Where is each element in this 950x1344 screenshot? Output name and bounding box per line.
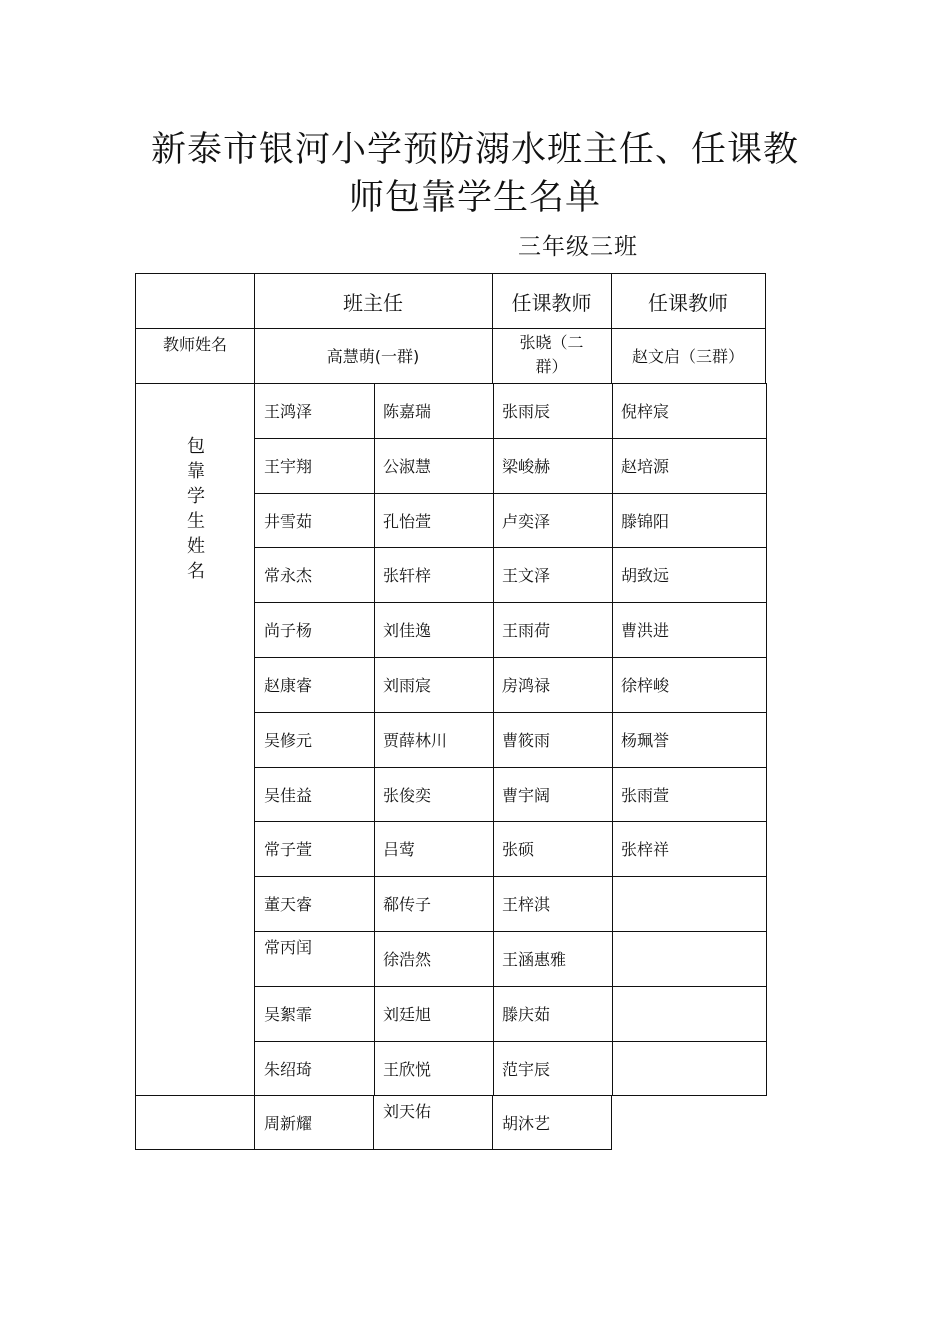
student-cell: 孔怡萱 (373, 493, 494, 548)
student-cell (611, 876, 767, 932)
extra-row-student-2: 刘天佑 (373, 1095, 493, 1150)
student-cell: 刘雨宸 (373, 657, 494, 713)
student-cell: 滕锦阳 (611, 493, 767, 548)
student-cell: 张硕 (492, 821, 613, 877)
student-cell: 常丙闰 (254, 931, 375, 987)
teacher-name-label: 教师姓名 (135, 328, 255, 384)
student-cell: 吴絮霏 (254, 986, 375, 1042)
student-cell: 王宇翔 (254, 438, 375, 494)
title-line-2: 师包靠学生名单 (348, 178, 601, 218)
header-subject-teacher-2: 任课教师 (611, 273, 766, 329)
student-label-char: 靠 (187, 461, 205, 482)
student-cell: 王鸿泽 (254, 383, 375, 439)
student-cell: 吴佳益 (254, 767, 375, 822)
student-cell: 张轩梓 (373, 547, 494, 603)
student-cell: 曹洪进 (611, 602, 767, 658)
student-cell: 徐梓峻 (611, 657, 767, 713)
student-label-char: 包 (187, 436, 205, 457)
extra-row-student-1: 周新耀 (254, 1095, 374, 1150)
class-subtitle: 三年级三班 (518, 234, 638, 260)
student-cell: 倪梓宸 (611, 383, 767, 439)
student-cell: 井雪茹 (254, 493, 375, 548)
student-cell: 徐浩然 (373, 931, 494, 987)
student-cell: 王欣悦 (373, 1041, 494, 1096)
student-cell: 张雨辰 (492, 383, 613, 439)
student-label-vertical (185, 434, 207, 584)
student-cell (611, 931, 767, 987)
student-cell: 陈嘉瑞 (373, 383, 494, 439)
student-cell: 赵培源 (611, 438, 767, 494)
student-label-char: 名 (187, 561, 205, 582)
student-cell: 吕莺 (373, 821, 494, 877)
student-cell: 吴修元 (254, 712, 375, 768)
student-cell: 卢奕泽 (492, 493, 613, 548)
student-cell (611, 1041, 767, 1096)
student-cell: 王梓淇 (492, 876, 613, 932)
subject-teacher-1-name (492, 328, 612, 384)
student-cell: 曹筱雨 (492, 712, 613, 768)
student-cell: 胡致远 (611, 547, 767, 603)
subject-teacher-1-name-line2: 群） (535, 357, 568, 376)
student-cell: 张雨萱 (611, 767, 767, 822)
student-cell: 公淑慧 (373, 438, 494, 494)
student-cell: 滕庆茹 (492, 986, 613, 1042)
student-cell: 郗传子 (373, 876, 494, 932)
student-cell: 王文泽 (492, 547, 613, 603)
student-cell (611, 986, 767, 1042)
student-cell: 梁峻赫 (492, 438, 613, 494)
student-cell: 赵康睿 (254, 657, 375, 713)
student-cell: 尚子杨 (254, 602, 375, 658)
student-label-char: 生 (187, 511, 205, 532)
head-teacher-name: 高慧萌(一群) (254, 328, 493, 384)
header-blank-cell (135, 273, 255, 329)
student-cell: 刘佳逸 (373, 602, 494, 658)
student-cell: 王涵惠雅 (492, 931, 613, 987)
student-cell: 张梓祥 (611, 821, 767, 877)
header-subject-teacher-1: 任课教师 (492, 273, 612, 329)
student-cell: 常永杰 (254, 547, 375, 603)
student-label-char: 姓 (187, 536, 205, 557)
student-cell: 贾薛林川 (373, 712, 494, 768)
subject-teacher-1-name-line1: 张晓（二 (519, 333, 584, 352)
student-cell: 刘廷旭 (373, 986, 494, 1042)
student-cell: 常子萱 (254, 821, 375, 877)
student-cell: 曹宇阔 (492, 767, 613, 822)
header-head-teacher: 班主任 (254, 273, 493, 329)
student-cell: 杨珮誉 (611, 712, 767, 768)
student-cell: 董天睿 (254, 876, 375, 932)
student-cell: 范宇辰 (492, 1041, 613, 1096)
student-cell: 朱绍琦 (254, 1041, 375, 1096)
student-cell: 张俊奕 (373, 767, 494, 822)
extra-row-student-3: 胡沐艺 (492, 1095, 612, 1150)
student-label-char: 学 (187, 486, 205, 507)
document-title (0, 126, 950, 222)
title-line-1: 新泰市银河小学预防溺水班主任、任课教 (150, 130, 799, 170)
student-cell: 房鸿禄 (492, 657, 613, 713)
student-cell: 王雨荷 (492, 602, 613, 658)
subject-teacher-2-name: 赵文启（三群） (611, 328, 766, 384)
extra-row-blank-cell (135, 1095, 255, 1150)
